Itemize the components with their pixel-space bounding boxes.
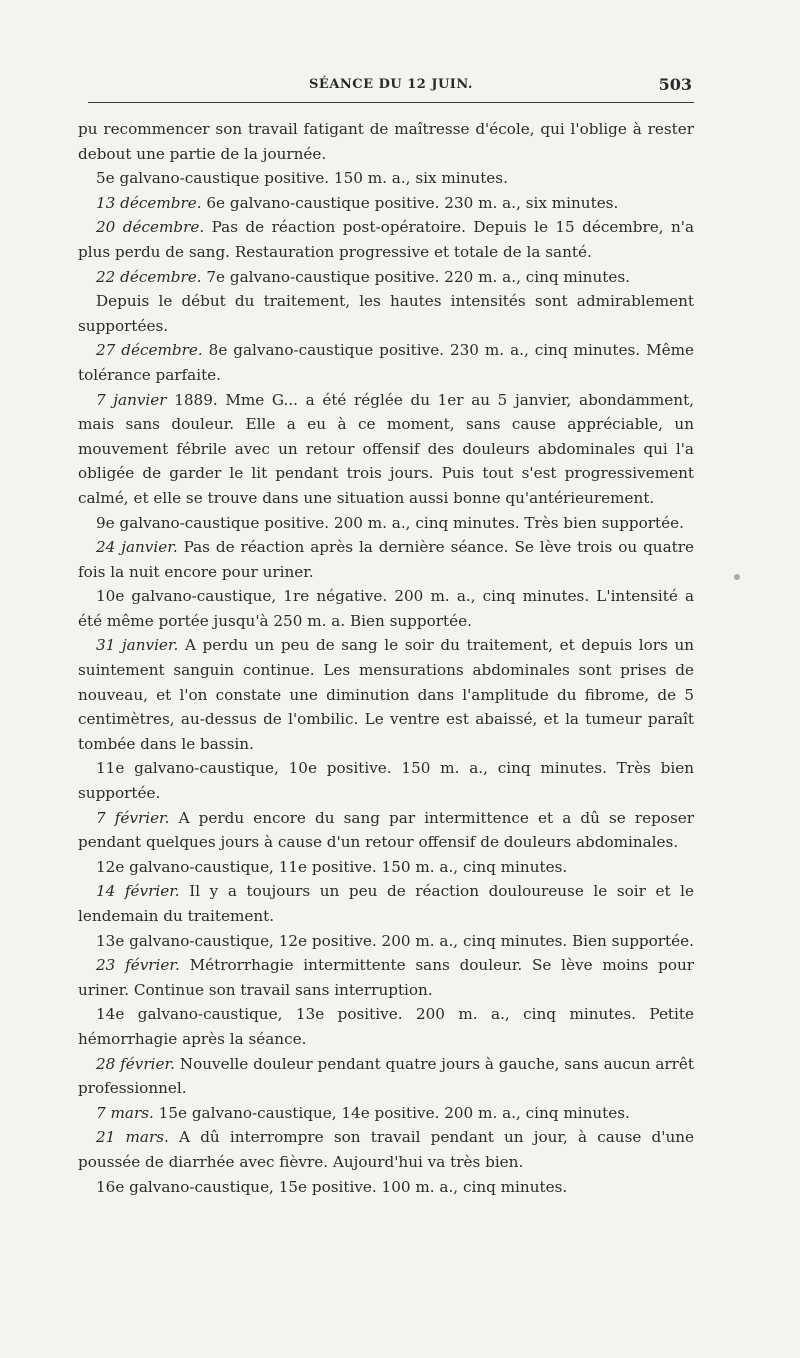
paragraph	[78, 633, 694, 756]
paragraph-text: Pas de réaction post-opératoire. Depuis le 15 décembre, n'a plus perdu de sang. Restauration progressive et totale de la santé.	[78, 218, 695, 261]
paragraph-text: A dû interrompre son travail pendant un jour, à cause d'une poussée de diarrhée avec fièvre. Aujourd'hui va très bien.	[78, 1128, 694, 1171]
running-title: SÉANCE DU 12 JUIN.	[309, 77, 473, 92]
paragraph-text: 9e galvano-caustique positive. 200 m. a., cinq minutes. Très bien supportée.	[96, 513, 684, 532]
paragraph-text: 11e galvano-caustique, 10e positive. 150 m. a., cinq minutes. Très bien supportée.	[78, 759, 694, 803]
date-lead: 24 janvier.	[96, 538, 178, 557]
date-lead: 28 février.	[96, 1054, 175, 1073]
page-number: 503	[658, 75, 692, 94]
paragraph-text: 12e galvano-caustique, 11e positive. 150 m. a., cinq minutes.	[96, 857, 568, 876]
paragraph-text: 7e galvano-caustique positive. 220 m. a., cinq minutes.	[206, 267, 630, 286]
paragraph	[78, 756, 694, 805]
date-lead: 31 janvier.	[96, 636, 179, 655]
paragraph	[78, 166, 694, 191]
paragraph-text: 13e galvano-caustique, 12e positive. 200 m. a., cinq minutes. Bien supportée.	[96, 931, 694, 950]
paragraph	[78, 855, 694, 880]
date-lead: 20 décembre.	[96, 218, 205, 237]
paragraph	[78, 953, 694, 1002]
paragraph	[78, 511, 694, 536]
paragraph-text: 15e galvano-caustique, 14e positive. 200 m. a., cinq minutes.	[158, 1103, 630, 1122]
date-lead: 7 février.	[96, 808, 170, 827]
paragraph-text: Il y a toujours un peu de réaction douloureuse le soir et le lendemain du traitement.	[78, 882, 694, 925]
date-lead: 13 décembre.	[96, 193, 202, 212]
paragraph-text: 8e galvano-caustique positive. 230 m. a., cinq minutes. Même tolérance parfaite.	[78, 341, 694, 384]
paragraph	[78, 806, 694, 855]
paragraph-text: 16e galvano-caustique, 15e positive. 100 m. a., cinq minutes.	[96, 1177, 568, 1196]
paragraph-text: 6e galvano-caustique positive. 230 m. a., six minutes.	[206, 193, 619, 212]
paragraph	[78, 265, 694, 290]
paragraph-text: A perdu encore du sang par intermittence et a dû se reposer pendant quelques jours à cause d'un retour offensif de douleurs abdominales.	[78, 808, 695, 852]
date-lead: 14 février.	[96, 882, 180, 901]
paragraph	[78, 535, 694, 584]
paragraph	[78, 1101, 694, 1126]
paragraph	[78, 1052, 694, 1101]
date-lead: 23 février.	[96, 956, 180, 975]
page-body	[78, 117, 694, 1199]
date-lead: 21 mars.	[96, 1128, 169, 1147]
date-lead: 27 décembre.	[96, 341, 203, 360]
paragraph-text: Pas de réaction après la dernière séance. Se lève trois ou quatre fois la nuit encore pour uriner.	[78, 538, 694, 581]
date-lead: 22 décembre.	[96, 267, 202, 286]
paragraph-text: 5e galvano-caustique positive. 150 m. a., six minutes.	[96, 169, 508, 188]
paragraph	[78, 191, 694, 216]
paragraph	[78, 388, 694, 511]
paragraph	[78, 215, 694, 264]
paragraph	[78, 1002, 694, 1051]
paragraph-text: Depuis le début du traitement, les hautes intensités sont admirablement supportées.	[78, 292, 694, 335]
paragraph-text: pu recommencer son travail fatigant de maîtresse d'école, qui l'oblige à rester debout une partie de la journée.	[78, 120, 694, 163]
paragraph-text: Nouvelle douleur pendant quatre jours à gauche, sans aucun arrêt professionnel.	[78, 1054, 695, 1098]
paragraph	[78, 929, 694, 954]
paragraph-text: Métrorrhagie intermittente sans douleur. Se lève moins pour uriner. Continue son travail sans interruption.	[78, 956, 695, 999]
paragraph	[78, 1175, 694, 1200]
paragraph	[78, 338, 694, 387]
paragraph	[78, 117, 694, 166]
paragraph-text: 14e galvano-caustique, 13e positive. 200 m. a., cinq minutes. Petite hémorrhagie après la séance.	[78, 1005, 694, 1048]
paragraph-text: A perdu un peu de sang le soir du traitement, et depuis lors un suintement sanguin continue. Les mensurations abdominales sont prises de nouveau, et l'on constate une diminution dans l'amplitude du fibrome, de 5 centimètres, au-dessus de l'ombilic. Le ventre est abaissé, et la tumeur paraît tombée dans le bassin.	[78, 636, 695, 753]
date-lead: 7 mars.	[96, 1103, 154, 1122]
paragraph-text: 1889. Mme G... a été réglée du 1er au 5 janvier, abondamment, mais sans douleur. Elle a eu à ce moment, sans cause appréciable, un mouvement fébrile avec un retour offensif des douleurs abdominales qui l'a obligée de garder le lit pendant trois jours. Puis tout s'est progressivement calmé, et elle se trouve dans une situation aussi bonne qu'antérieurement.	[78, 390, 694, 507]
ink-spot	[734, 574, 740, 580]
date-lead: 7 janvier	[96, 390, 167, 409]
paragraph	[78, 1125, 694, 1174]
paragraph	[78, 584, 694, 633]
paragraph-text: 10e galvano-caustique, 1re négative. 200 m. a., cinq minutes. L'intensité a été même portée jusqu'à 250 m. a. Bien supportée.	[78, 587, 694, 630]
page-header	[88, 70, 694, 103]
paragraph	[78, 289, 694, 338]
paragraph	[78, 879, 694, 928]
